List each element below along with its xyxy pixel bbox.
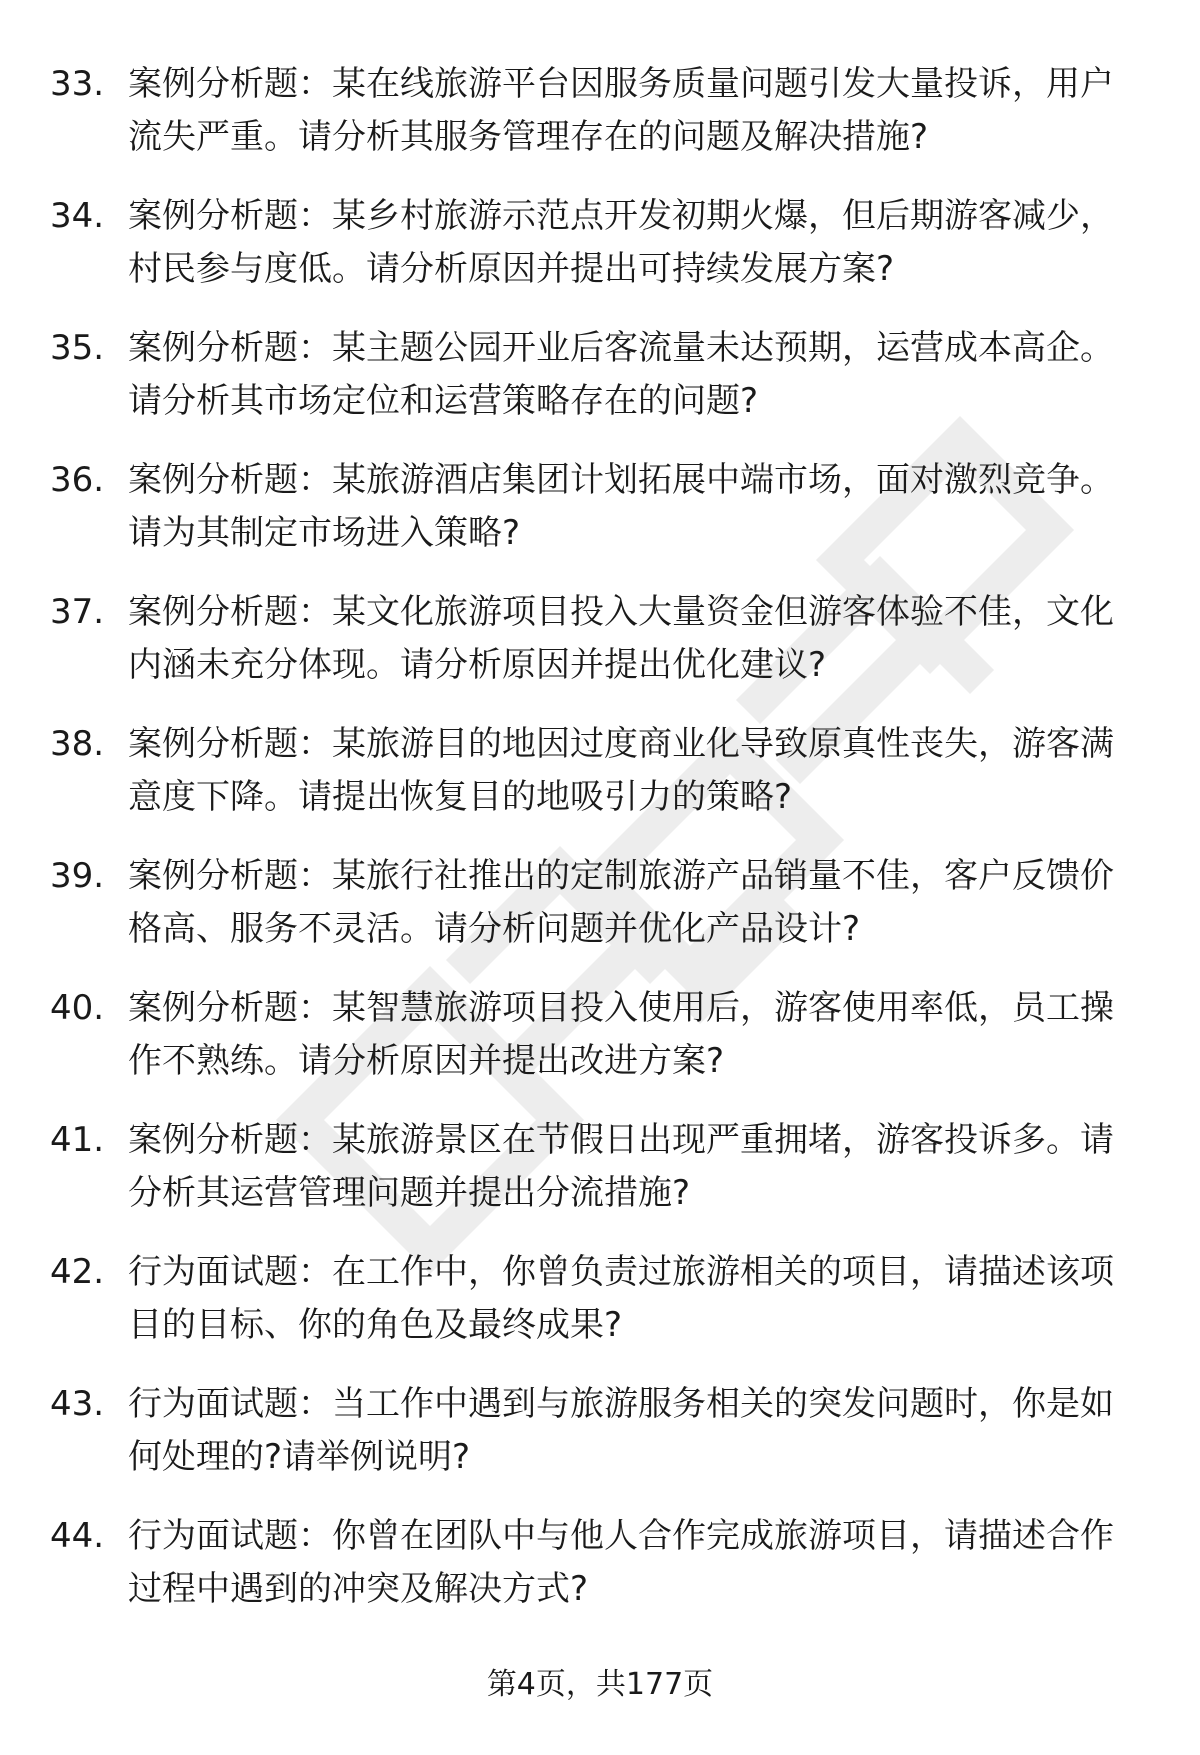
question-text: 行为面试题：你曾在团队中与他人合作完成旅游项目，请描述合作过程中遇到的冲突及解决方式? <box>128 1516 1114 1609</box>
page-footer <box>0 1665 1200 1705</box>
page-number-label: 第4页，共177页 <box>486 1667 714 1702</box>
question-text: 行为面试题：当工作中遇到与旅游服务相关的突发问题时，你是如何处理的?请举例说明? <box>128 1384 1114 1477</box>
question-number: 41. <box>50 1120 105 1160</box>
question-item-35 <box>0 322 1200 454</box>
question-number: 33. <box>50 64 105 104</box>
question-text: 案例分析题：某文化旅游项目投入大量资金但游客体验不佳，文化内涵未充分体现。请分析原因并提出优化建议? <box>128 592 1114 685</box>
question-item-40 <box>0 982 1200 1114</box>
question-text: 案例分析题：某智慧旅游项目投入使用后，游客使用率低，员工操作不熟练。请分析原因并提出改进方案? <box>128 988 1114 1081</box>
question-text: 案例分析题：某旅游酒店集团计划拓展中端市场，面对激烈竞争。请为其制定市场进入策略? <box>128 460 1114 553</box>
question-item-42 <box>0 1246 1200 1378</box>
question-number: 40. <box>50 988 105 1028</box>
question-text: 案例分析题：某乡村旅游示范点开发初期火爆，但后期游客减少，村民参与度低。请分析原因并提出可持续发展方案? <box>128 196 1114 289</box>
question-number: 43. <box>50 1384 105 1424</box>
question-item-34 <box>0 190 1200 322</box>
question-number: 34. <box>50 196 105 236</box>
question-number: 42. <box>50 1252 105 1292</box>
question-text: 案例分析题：某旅游目的地因过度商业化导致原真性丧失，游客满意度下降。请提出恢复目的地吸引力的策略? <box>128 724 1114 817</box>
question-list <box>0 58 1200 1642</box>
question-number: 39. <box>50 856 105 896</box>
question-text: 案例分析题：某主题公园开业后客流量未达预期，运营成本高企。请分析其市场定位和运营策略存在的问题? <box>128 328 1114 421</box>
question-text: 案例分析题：某在线旅游平台因服务质量问题引发大量投诉，用户流失严重。请分析其服务管理存在的问题及解决措施? <box>128 64 1114 157</box>
question-item-38 <box>0 718 1200 850</box>
question-item-37 <box>0 586 1200 718</box>
question-text: 案例分析题：某旅游景区在节假日出现严重拥堵，游客投诉多。请分析其运营管理问题并提出分流措施? <box>128 1120 1114 1213</box>
question-text: 行为面试题：在工作中，你曾负责过旅游相关的项目，请描述该项目的目标、你的角色及最终成果? <box>128 1252 1114 1345</box>
question-number: 36. <box>50 460 105 500</box>
question-item-44 <box>0 1510 1200 1642</box>
question-number: 37. <box>50 592 105 632</box>
question-item-36 <box>0 454 1200 586</box>
question-item-39 <box>0 850 1200 982</box>
question-item-33 <box>0 58 1200 190</box>
question-text: 案例分析题：某旅行社推出的定制旅游产品销量不佳，客户反馈价格高、服务不灵活。请分析问题并优化产品设计? <box>128 856 1114 949</box>
question-item-41 <box>0 1114 1200 1246</box>
question-item-43 <box>0 1378 1200 1510</box>
question-number: 44. <box>50 1516 105 1556</box>
question-number: 35. <box>50 328 105 368</box>
question-number: 38. <box>50 724 105 764</box>
